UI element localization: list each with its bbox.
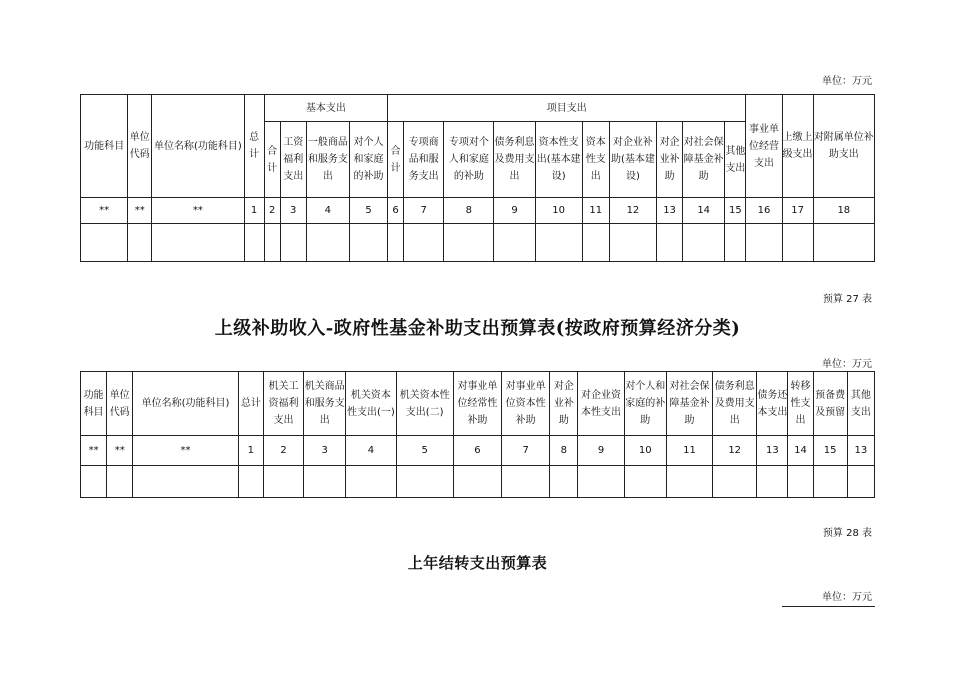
- index-cell: 7: [502, 436, 550, 466]
- index-cell: 10: [624, 436, 666, 466]
- table-row-empty: [81, 466, 875, 498]
- index-cell: 3: [280, 198, 306, 224]
- index-cell: 12: [713, 436, 757, 466]
- header-other: 其他支出: [847, 372, 874, 436]
- index-cell: 4: [346, 436, 396, 466]
- index-cell: 2: [264, 198, 280, 224]
- empty-cell: [128, 224, 152, 262]
- index-cell: 7: [404, 198, 444, 224]
- index-cell: 13: [757, 436, 788, 466]
- empty-cell: [683, 224, 725, 262]
- header-business-expense: 事业单位经营支出: [746, 95, 782, 198]
- index-cell: 2: [263, 436, 303, 466]
- index-cell: 10: [535, 198, 582, 224]
- header-special-goods: 专项商品和服务支出: [404, 122, 444, 198]
- index-cell: 15: [813, 436, 847, 466]
- empty-cell: [757, 466, 788, 498]
- empty-cell: [813, 466, 847, 498]
- empty-cell: [244, 224, 264, 262]
- header-salary-welfare: 工资福利支出: [280, 122, 306, 198]
- header-subsidiary-subsidy: 对附属单位补助支出: [813, 95, 874, 198]
- empty-cell: [494, 224, 535, 262]
- index-cell: 8: [550, 436, 578, 466]
- empty-cell: [306, 224, 349, 262]
- empty-cell: [578, 466, 624, 498]
- index-cell: 5: [396, 436, 453, 466]
- header-unit-code: 单位代码: [128, 95, 152, 198]
- index-cell: 13: [847, 436, 874, 466]
- page-title-27: 上级补助收入-政府性基金补助支出预算表(按政府预算经济分类): [214, 318, 741, 339]
- index-cell: 6: [388, 198, 404, 224]
- empty-cell: [263, 466, 303, 498]
- header-reserve: 预备费及预留: [813, 372, 847, 436]
- empty-cell: [304, 466, 346, 498]
- empty-cell: [813, 224, 874, 262]
- header-function-subject: 功能科目: [81, 95, 128, 198]
- header-total: 总计: [244, 95, 264, 198]
- empty-cell: [107, 466, 133, 498]
- empty-cell: [609, 224, 656, 262]
- unit-label-2: 单位：万元: [822, 359, 872, 370]
- header-org-salary: 机关工资福利支出: [263, 372, 303, 436]
- header-household-subsidy: 对个人和家庭的补助: [624, 372, 666, 436]
- header-household-subsidy: 对个人和家庭的补助: [349, 122, 387, 198]
- empty-cell: [404, 224, 444, 262]
- header-debt-interest: 债务利息及费用支出: [713, 372, 757, 436]
- header-basic-subtotal: 合计: [264, 122, 280, 198]
- index-cell: 17: [782, 198, 813, 224]
- header-enterprise-subsidy: 对企业补助: [657, 122, 683, 198]
- header-group-basic: 基本支出: [264, 95, 387, 122]
- page-title-28: 上年结转支出预算表: [407, 554, 548, 572]
- header-institution-recurrent: 对事业单位经常性补助: [453, 372, 501, 436]
- empty-cell: [388, 224, 404, 262]
- index-cell: **: [81, 198, 128, 224]
- header-remit-upper: 上缴上级支出: [782, 95, 813, 198]
- empty-cell: [444, 224, 494, 262]
- header-debt-principal: 债务还本支出: [757, 372, 788, 436]
- empty-cell: [349, 224, 387, 262]
- header-org-goods: 机关商品和服务支出: [304, 372, 346, 436]
- empty-cell: [713, 466, 757, 498]
- budget-table-2: [80, 371, 875, 498]
- empty-cell: [788, 466, 813, 498]
- header-capital: 资本性支出: [582, 122, 609, 198]
- index-cell: 15: [725, 198, 746, 224]
- empty-cell: [238, 466, 263, 498]
- empty-cell: [666, 466, 712, 498]
- header-enterprise-capital: 对企业资本性支出: [578, 372, 624, 436]
- header-transfer: 转移性支出: [788, 372, 813, 436]
- header-social-security: 对社会保障基金补助: [683, 122, 725, 198]
- index-cell: 11: [582, 198, 609, 224]
- header-project-subtotal: 合计: [388, 122, 404, 198]
- index-cell: 6: [453, 436, 501, 466]
- table-row-empty: [81, 224, 875, 262]
- index-cell: **: [152, 198, 244, 224]
- empty-cell: [535, 224, 582, 262]
- index-cell: 12: [609, 198, 656, 224]
- index-cell: 11: [666, 436, 712, 466]
- index-cell: 1: [238, 436, 263, 466]
- header-org-capital-2: 机关资本性支出(二): [396, 372, 453, 436]
- empty-cell: [453, 466, 501, 498]
- table-row-index: [81, 198, 875, 224]
- empty-cell: [550, 466, 578, 498]
- header-debt-interest: 债务利息及费用支出: [494, 122, 535, 198]
- empty-cell: [346, 466, 396, 498]
- index-cell: 14: [683, 198, 725, 224]
- unit-label-3: 单位：万元: [822, 592, 872, 603]
- index-cell: 1: [244, 198, 264, 224]
- table-number-28: 预算 28 表: [822, 528, 872, 539]
- unit-label-1: 单位：万元: [822, 76, 872, 87]
- budget-table-1: [80, 94, 875, 262]
- empty-cell: [264, 224, 280, 262]
- index-cell: 9: [494, 198, 535, 224]
- index-cell: 9: [578, 436, 624, 466]
- header-unit-code: 单位代码: [107, 372, 133, 436]
- empty-cell: [396, 466, 453, 498]
- header-capital-construction: 资本性支出(基本建设): [535, 122, 582, 198]
- empty-cell: [133, 466, 239, 498]
- index-cell: **: [128, 198, 152, 224]
- header-social-security: 对社会保障基金补助: [666, 372, 712, 436]
- index-cell: 8: [444, 198, 494, 224]
- empty-cell: [847, 466, 874, 498]
- empty-cell: [81, 466, 107, 498]
- empty-cell: [152, 224, 244, 262]
- table-top-rule: [782, 606, 875, 607]
- index-cell: 3: [304, 436, 346, 466]
- header-enterprise-construction: 对企业补助(基本建设): [609, 122, 656, 198]
- table-row-index: [81, 436, 875, 466]
- index-cell: 14: [788, 436, 813, 466]
- header-total: 总计: [238, 372, 263, 436]
- index-cell: **: [107, 436, 133, 466]
- index-cell: **: [81, 436, 107, 466]
- index-cell: 16: [746, 198, 782, 224]
- empty-cell: [502, 466, 550, 498]
- empty-cell: [582, 224, 609, 262]
- header-other: 其他支出: [725, 122, 746, 198]
- header-institution-capital: 对事业单位资本性补助: [502, 372, 550, 436]
- index-cell: 4: [306, 198, 349, 224]
- index-cell: 18: [813, 198, 874, 224]
- index-cell: 5: [349, 198, 387, 224]
- empty-cell: [746, 224, 782, 262]
- header-goods-services: 一般商品和服务支出: [306, 122, 349, 198]
- empty-cell: [657, 224, 683, 262]
- empty-cell: [725, 224, 746, 262]
- index-cell: 13: [657, 198, 683, 224]
- empty-cell: [81, 224, 128, 262]
- empty-cell: [280, 224, 306, 262]
- empty-cell: [624, 466, 666, 498]
- header-special-household: 专项对个人和家庭的补助: [444, 122, 494, 198]
- header-group-project: 项目支出: [388, 95, 746, 122]
- header-unit-name: 单位名称(功能科目): [133, 372, 239, 436]
- header-enterprise-subsidy: 对企业补助: [550, 372, 578, 436]
- header-function-subject: 功能科目: [81, 372, 107, 436]
- empty-cell: [782, 224, 813, 262]
- table-number-27: 预算 27 表: [822, 294, 872, 305]
- header-unit-name: 单位名称(功能科目): [152, 95, 244, 198]
- header-org-capital-1: 机关资本性支出(一): [346, 372, 396, 436]
- index-cell: **: [133, 436, 239, 466]
